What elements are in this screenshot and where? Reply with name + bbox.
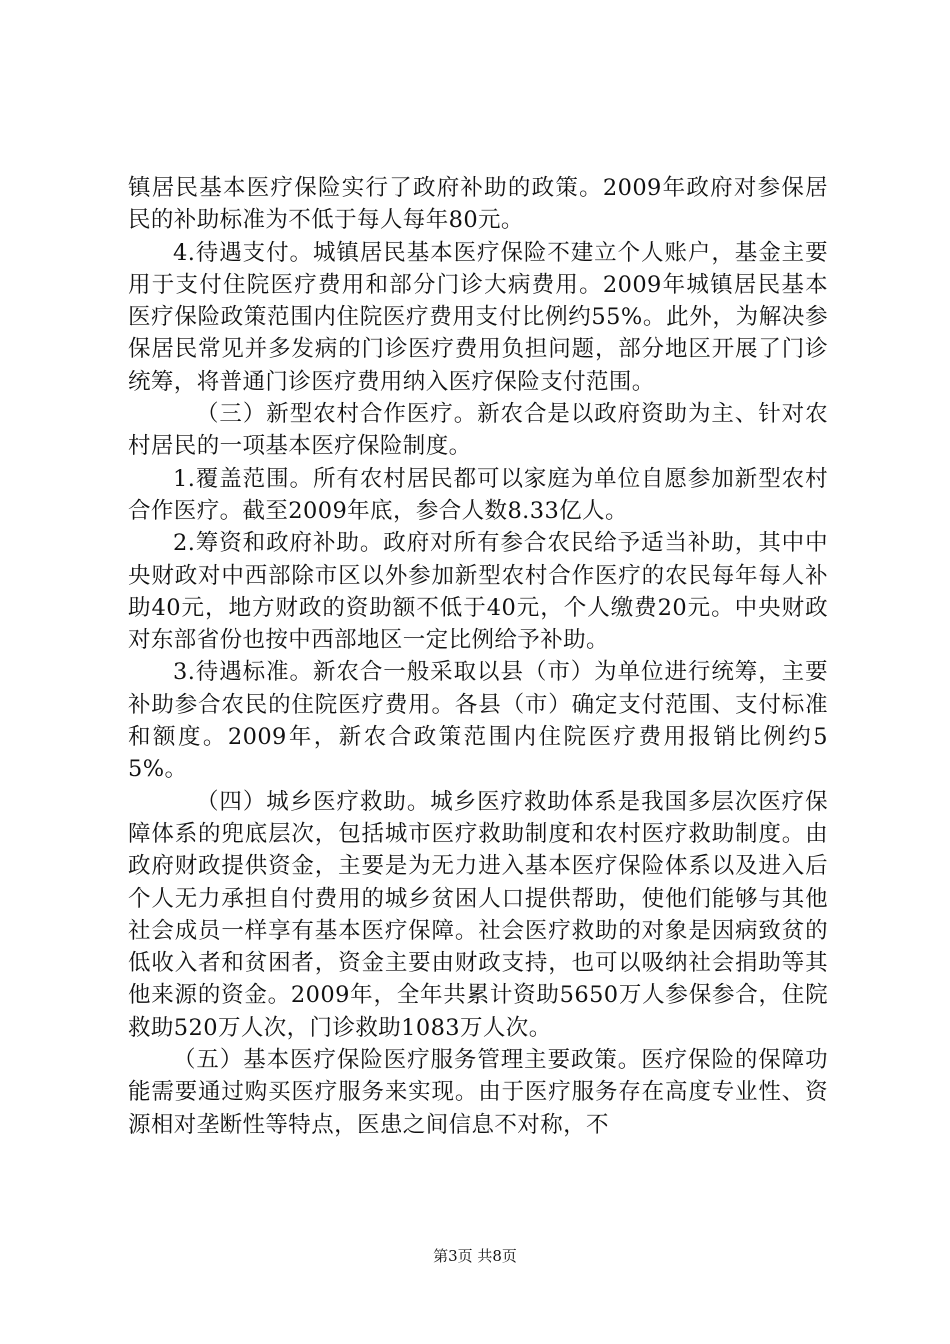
paragraph-benefit-standard: 3.待遇标准。新农合一般采取以县（市）为单位进行统筹，主要补助参合农民的住院医疗费用。各县（市）确定支付范围、支付标准和额度。2009年，新农合政策范围内住院医疗费用报销比例约55%。 xyxy=(128,659,828,783)
page-footer: 第3页 共8页 xyxy=(433,1247,517,1265)
paragraph-section-5-service-management: （五）基本医疗保险医疗服务管理主要政策。医疗保险的保障功能需要通过购买医疗服务来实现。由于医疗服务存在高度专业性、资源相对垄断性等特点，医患之间信息不对称，不 xyxy=(128,1047,828,1138)
document-body xyxy=(128,172,828,1141)
paragraph-continuation: 镇居民基本医疗保险实行了政府补助的政策。2009年政府对参保居民的补助标准为不低于每人每年80元。 xyxy=(128,175,828,234)
paragraph-section-3-heading: （三）新型农村合作医疗。新农合是以政府资助为主、针对农村居民的一项基本医疗保险制度。 xyxy=(128,401,828,460)
paragraph-benefit-payment: 4.待遇支付。城镇居民基本医疗保险不建立个人账户，基金主要用于支付住院医疗费用和部分门诊大病费用。2009年城镇居民基本医疗保险政策范围内住院医疗费用支付比例约55%。此外，为解决参保居民常见并多发病的门诊医疗费用负担问题，部分地区开展了门诊统筹，将普通门诊医疗费用纳入医疗保险支付范围。 xyxy=(128,239,828,395)
paragraph-coverage: 1.覆盖范围。所有农村居民都可以家庭为单位自愿参加新型农村合作医疗。截至2009年底，参合人数8.33亿人。 xyxy=(128,465,828,524)
paragraph-funding-subsidy: 2.筹资和政府补助。政府对所有参合农民给予适当补助，其中中央财政对中西部除市区以外参加新型农村合作医疗的农民每年每人补助40元，地方财政的资助额不低于40元，个人缴费20元。中央财政对东部省份也按中西部地区一定比例给予补助。 xyxy=(128,530,828,654)
paragraph-section-4-medical-aid: （四）城乡医疗救助。城乡医疗救助体系是我国多层次医疗保障体系的兜底层次，包括城市医疗救助制度和农村医疗救助制度。由政府财政提供资金，主要是为无力进入基本医疗保险体系以及进入后个人无力承担自付费用的城乡贫困人口提供帮助，使他们能够与其他社会成员一样享有基本医疗保障。社会医疗救助的对象是因病致贫的低收入者和贫困者，资金主要由财政支持，也可以吸纳社会捐助等其他来源的资金。2009年，全年共累计资助5650万人参保参合，住院救助520万人次，门诊救助1083万人次。 xyxy=(128,788,828,1041)
